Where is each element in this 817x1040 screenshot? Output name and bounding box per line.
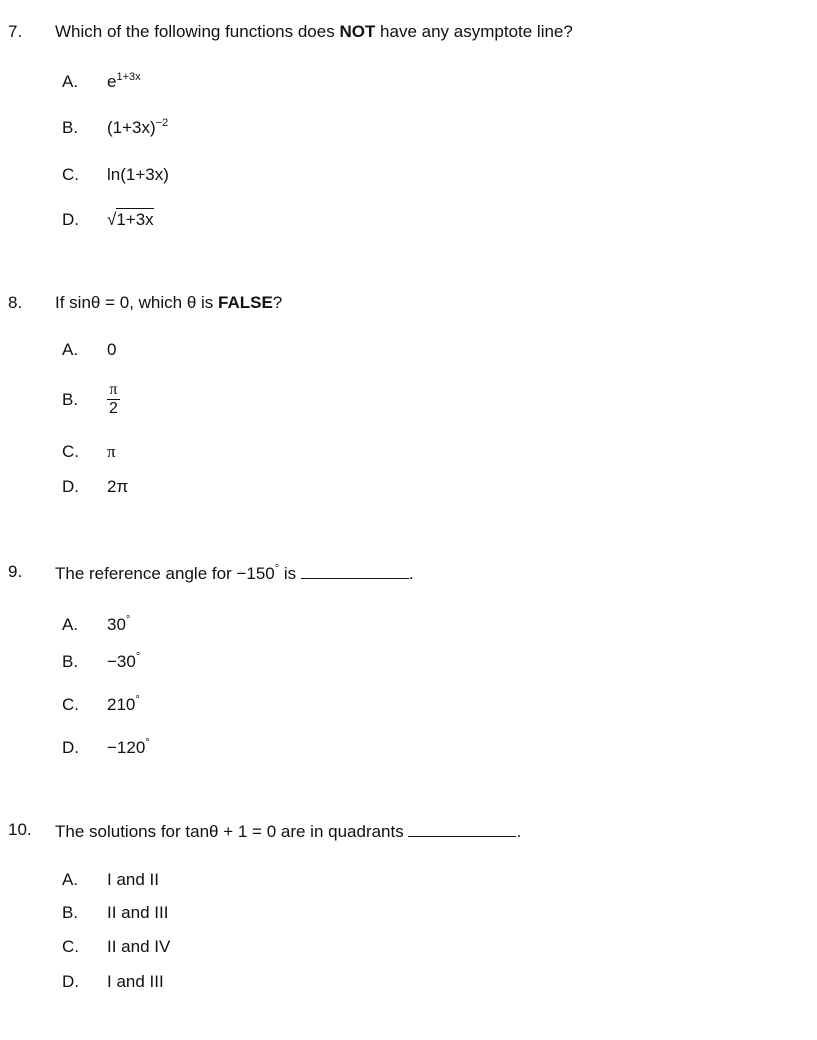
question-text bbox=[55, 562, 414, 584]
question-number: 10. bbox=[8, 820, 32, 839]
option-number: −30 bbox=[107, 652, 136, 671]
option-letter: C. bbox=[62, 695, 79, 714]
option-letter: B. bbox=[62, 652, 79, 671]
answer-blank bbox=[408, 820, 516, 837]
question-text-part: is bbox=[279, 564, 301, 583]
question-text bbox=[55, 22, 573, 42]
option-letter: D. bbox=[62, 972, 79, 991]
option-value: 2π bbox=[107, 477, 129, 496]
option-letter: A. bbox=[62, 72, 79, 91]
question-text-part: If bbox=[55, 293, 70, 312]
option-letter: C. bbox=[62, 937, 79, 956]
question-emphasis: NOT bbox=[339, 22, 376, 41]
option-number: −120 bbox=[107, 738, 146, 757]
option-value bbox=[107, 72, 141, 92]
option-value bbox=[107, 381, 120, 418]
question-text-part: The reference angle for bbox=[55, 564, 237, 583]
option-value: ln(1+3x) bbox=[107, 165, 169, 184]
answer-blank bbox=[301, 562, 409, 579]
option-letter: B. bbox=[62, 118, 79, 137]
option-value bbox=[107, 615, 130, 635]
option-number: 210 bbox=[107, 695, 136, 714]
sqrt-radicand: 1+3x bbox=[116, 210, 154, 229]
sqrt-symbol: √ bbox=[107, 210, 117, 229]
math-expression: sinθ = 0 bbox=[69, 293, 130, 312]
question-text-part: ? bbox=[272, 293, 283, 312]
degree-symbol: ° bbox=[125, 614, 131, 626]
option-letter: B. bbox=[62, 903, 79, 922]
math-expression: tanθ + 1 = 0 bbox=[185, 822, 277, 841]
option-value: II and III bbox=[107, 903, 169, 922]
question-number: 7. bbox=[8, 22, 23, 41]
option-letter: D. bbox=[62, 210, 79, 229]
question-text-part: have any asymptote line? bbox=[375, 22, 573, 41]
question-text-part: The solutions for bbox=[55, 822, 186, 841]
option-letter: A. bbox=[62, 870, 79, 889]
question-text-part: are in quadrants bbox=[276, 822, 409, 841]
math-base: (1+3x) bbox=[107, 118, 156, 137]
question-text bbox=[55, 820, 521, 842]
option-value bbox=[107, 210, 154, 230]
option-letter: A. bbox=[62, 340, 79, 359]
option-letter: C. bbox=[62, 165, 79, 184]
question-emphasis: FALSE bbox=[218, 293, 273, 312]
option-value: I and III bbox=[107, 972, 164, 991]
question-text bbox=[55, 293, 282, 313]
degree-symbol: ° bbox=[145, 737, 150, 749]
question-number: 8. bbox=[8, 293, 23, 312]
question-text-part: Which of the following functions does bbox=[55, 22, 340, 41]
question-text-part: . bbox=[516, 822, 522, 841]
option-letter: B. bbox=[62, 390, 79, 409]
option-value: II and IV bbox=[107, 937, 171, 956]
option-value: 0 bbox=[107, 340, 117, 359]
option-letter: A. bbox=[62, 615, 79, 634]
math-base: e bbox=[107, 72, 117, 91]
option-letter: C. bbox=[62, 442, 79, 461]
question-text-part: . bbox=[408, 564, 414, 583]
fraction bbox=[107, 381, 120, 418]
option-value bbox=[107, 695, 140, 715]
option-number: 30 bbox=[107, 615, 126, 634]
fraction-denominator: 2 bbox=[109, 400, 118, 417]
math-exponent: 1+3x bbox=[116, 71, 141, 83]
degree-symbol: ° bbox=[135, 651, 141, 663]
option-letter: D. bbox=[62, 738, 79, 757]
option-value bbox=[107, 652, 140, 672]
option-value: I and II bbox=[107, 870, 159, 889]
question-text-part: , which θ is bbox=[129, 293, 218, 312]
option-value: π bbox=[107, 442, 116, 461]
fraction-numerator: π bbox=[109, 381, 118, 398]
option-letter: D. bbox=[62, 477, 79, 496]
option-value bbox=[107, 118, 168, 138]
degree-symbol: ° bbox=[135, 694, 140, 706]
math-exponent: −2 bbox=[155, 117, 169, 129]
question-number: 9. bbox=[8, 562, 23, 581]
degree-symbol: ° bbox=[274, 563, 280, 575]
math-expression: −150 bbox=[236, 564, 275, 583]
option-value bbox=[107, 738, 150, 758]
